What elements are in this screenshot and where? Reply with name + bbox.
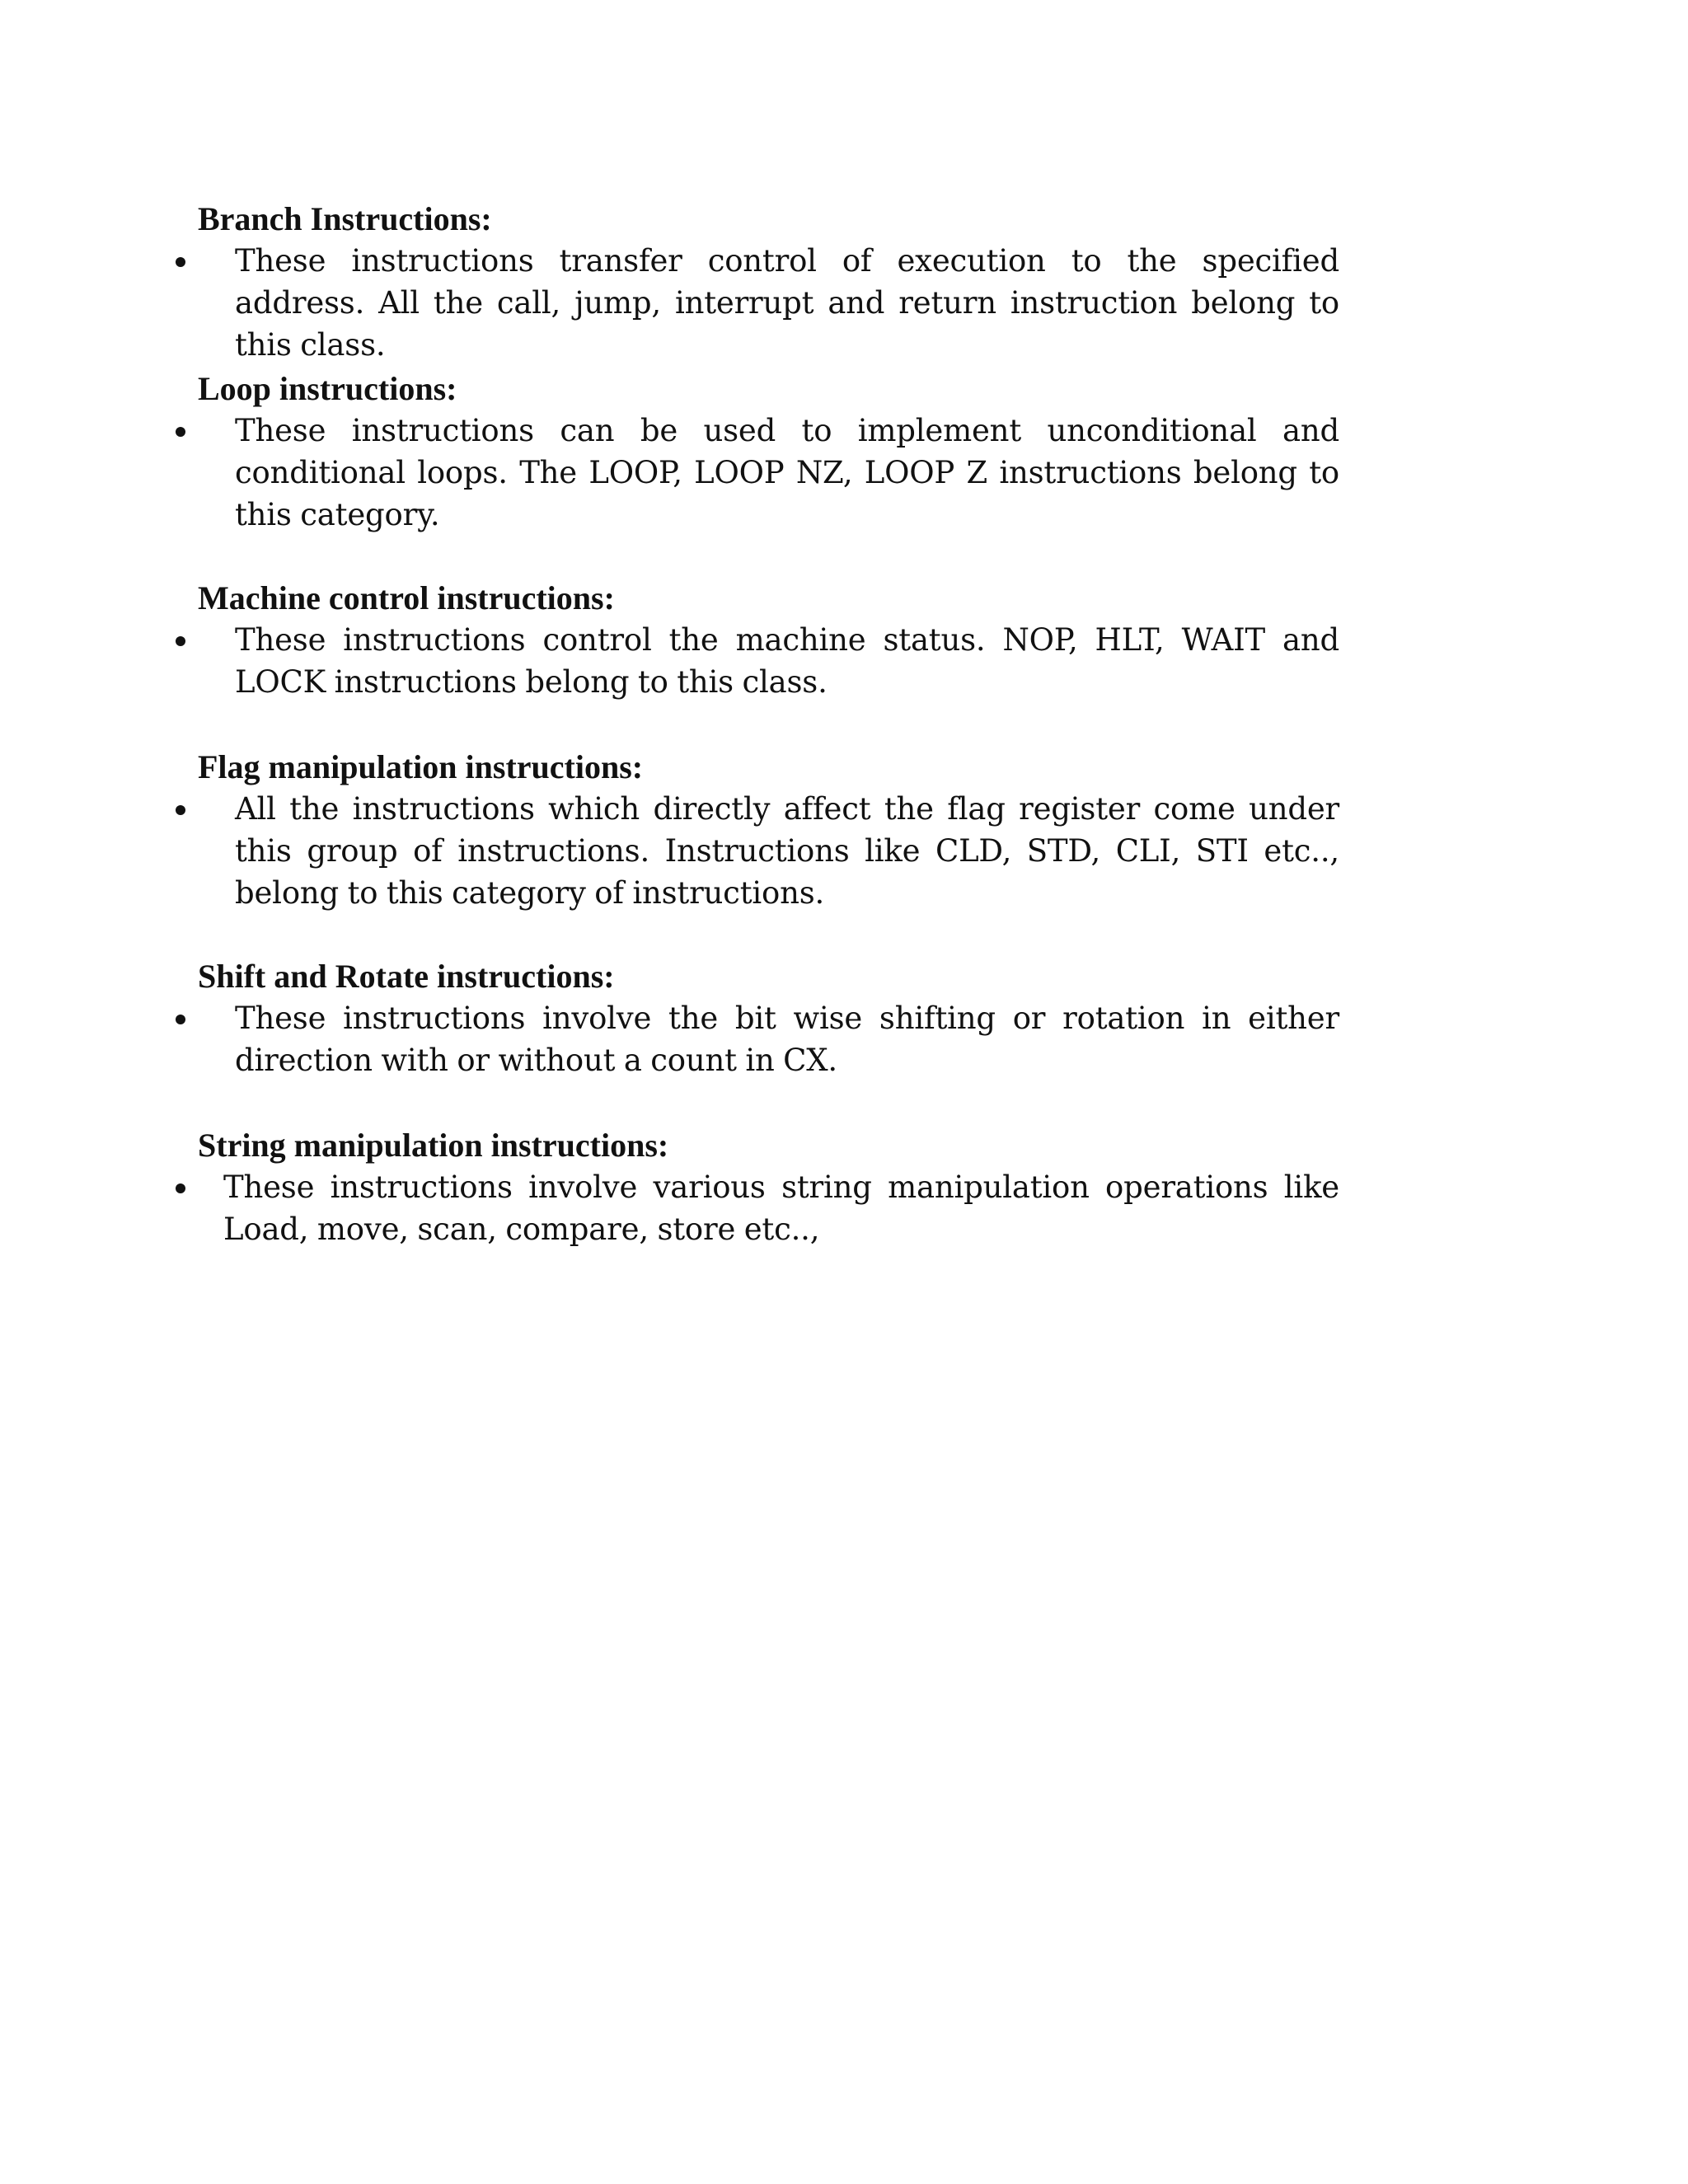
- section-heading: Machine control instructions:: [198, 579, 615, 616]
- section-heading: Branch Instructions:: [198, 200, 492, 237]
- list-item: [169, 1166, 1339, 1250]
- list-item: [169, 240, 1339, 366]
- section-text: These instructions control the machine status. NOP, HLT, WAIT and LOCK instructions belong to this class.: [235, 622, 1339, 700]
- section-heading: String manipulation instructions:: [198, 1127, 669, 1164]
- section-heading: Flag manipulation instructions:: [198, 748, 644, 785]
- bullet-icon: [169, 410, 235, 452]
- list-item: [169, 619, 1339, 703]
- section-text: These instructions can be used to implement unconditional and conditional loops. The LOOP, LOOP NZ, LOOP Z instructions belong to this category.: [235, 413, 1339, 532]
- section-machine-control-instructions: [169, 577, 1339, 703]
- list-item: [169, 410, 1339, 536]
- section-string-manipulation-instructions: [169, 1124, 1339, 1250]
- section-heading: Shift and Rotate instructions:: [198, 958, 615, 995]
- section-shift-and-rotate-instructions: [169, 955, 1339, 1081]
- section-loop-instructions: [169, 368, 1339, 536]
- list-item: [169, 788, 1339, 914]
- bullet-icon: [169, 619, 235, 661]
- bullet-icon: [169, 240, 235, 282]
- bullet-icon: [169, 997, 235, 1039]
- list-item: [169, 997, 1339, 1081]
- section-text: These instructions transfer control of execution to the specified address. All the call, jump, interrupt and return instruction belong to this class.: [235, 243, 1339, 363]
- section-branch-instructions: [169, 198, 1339, 366]
- bullet-icon: [169, 788, 235, 830]
- section-text: These instructions involve various string manipulation operations like Load, move, scan, compare, store etc..,: [223, 1169, 1339, 1247]
- section-heading: Loop instructions:: [198, 370, 457, 407]
- bullet-icon: [169, 1166, 223, 1208]
- section-text: All the instructions which directly affect the flag register come under this group of instructions. Instructions like CLD, STD, CLI, STI etc.., belong to this category of instructions.: [235, 791, 1339, 911]
- section-flag-manipulation-instructions: [169, 746, 1339, 914]
- section-text: These instructions involve the bit wise shifting or rotation in either direction with or without a count in CX.: [235, 1001, 1339, 1078]
